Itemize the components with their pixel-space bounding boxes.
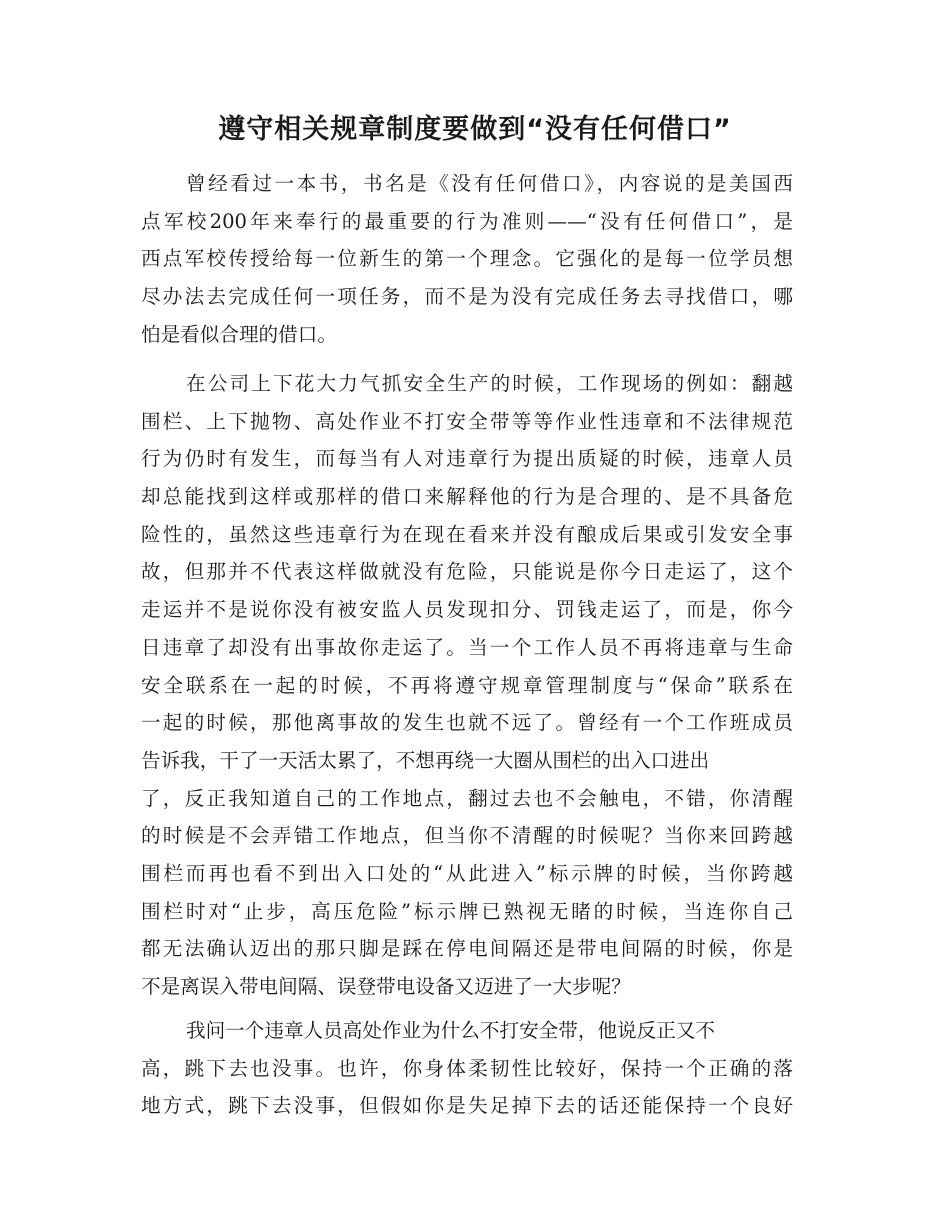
paragraph-line: 我问一个违章人员高处作业为什么不打安全带，他说反正又不 xyxy=(186,1019,716,1042)
paragraph-line: 围栏、上下抛物、高处作业不打安全带等等作业性违章和不法律规范 xyxy=(141,409,793,433)
paragraph-line: 怕是看似合理的借口。 xyxy=(141,322,337,346)
paragraph-line: 一起的时候，那他离事故的发生也就不远了。曾经有一个工作班成员 xyxy=(141,711,793,735)
paragraph-line: 尽办法去完成任何一项任务，而不是为没有完成任务去寻找借口，哪 xyxy=(141,285,793,309)
paragraph-line: 围栏时对“止步，高压危险”标示牌已熟视无睹的时候，当连你自己 xyxy=(141,899,793,923)
paragraph-line: 不是离误入带电间隔、误登带电设备又迈进了一大步呢？ xyxy=(141,975,631,998)
paragraph-line: 了，反正我知道自己的工作地点，翻过去也不会触电，不错，你清醒 xyxy=(141,786,793,810)
paragraph-line: 日违章了却没有出事故你走运了。当一个工作人员不再将违章与生命 xyxy=(141,635,793,659)
document-title: 遵守相关规章制度要做到“没有任何借口” xyxy=(218,114,732,145)
paragraph-line: 高，跳下去也没事。也许，你身体柔韧性比较好，保持一个正确的落 xyxy=(141,1056,793,1080)
paragraph-line: 曾经看过一本书，书名是《没有任何借口》，内容说的是美国西 xyxy=(186,172,793,195)
paragraph-line: 地方式，跳下去没事，但假如你是失足掉下去的话还能保持一个良好 xyxy=(141,1094,793,1118)
paragraph-line: 都无法确认迈出的那只脚是踩在停电间隔还是带电间隔的时候，你是 xyxy=(141,937,793,961)
paragraph-line: 却总能找到这样或那样的借口来解释他的行为是合理的、是不具备危 xyxy=(141,485,793,509)
paragraph-line: 在公司上下花大力气抓安全生产的时候，工作现场的例如：翻越 xyxy=(186,372,793,395)
paragraph-2 xyxy=(141,365,793,1006)
paragraph-line: 走运并不是说你没有被安监人员发现扣分、罚钱走运了，而是，你今 xyxy=(141,598,793,622)
paragraph-1 xyxy=(141,165,793,353)
paragraph-line: 行为仍时有发生，而每当有人对违章行为提出质疑的时候，违章人员 xyxy=(141,447,793,471)
paragraph-line: 西点军校传授给每一位新生的第一个理念。它强化的是每一位学员想 xyxy=(141,247,793,271)
paragraph-line: 点军校200年来奉行的最重要的行为准则——“没有任何借口”，是 xyxy=(141,209,793,233)
paragraph-3 xyxy=(141,1012,793,1125)
paragraph-line: 的时候是不会弄错工作地点，但当你不清醒的时候呢？当你来回跨越 xyxy=(141,824,793,848)
paragraph-line: 安全联系在一起的时候，不再将遵守规章管理制度与“保命”联系在 xyxy=(141,673,793,697)
paragraph-line: 故，但那并不代表这样做就没有危险，只能说是你今日走运了，这个 xyxy=(141,560,793,584)
paragraph-line: 险性的，虽然这些违章行为在现在看来并没有酿成后果或引发安全事 xyxy=(141,522,793,546)
paragraph-line: 告诉我，干了一天活太累了，不想再绕一大圈从围栏的出入口进出 xyxy=(141,748,710,772)
paragraph-line: 围栏而再也看不到出入口处的“从此进入”标示牌的时候，当你跨越 xyxy=(141,861,793,885)
